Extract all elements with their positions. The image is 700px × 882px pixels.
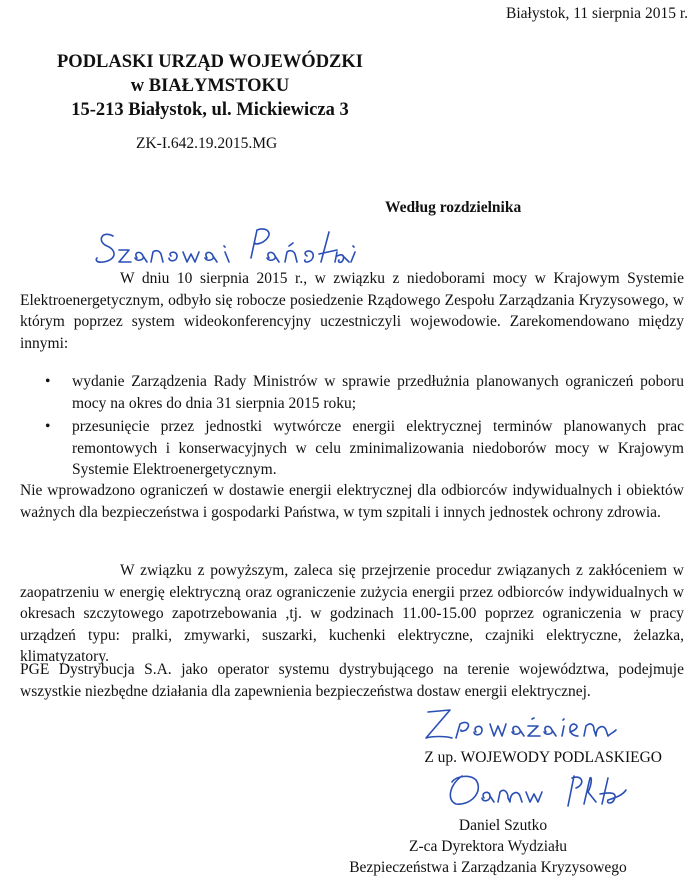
paragraph-recommendation: W związku z powyższym, zaleca się przejrzenie procedur związanych z zakłóceniem w zaopatrzeniu w energię elektryczną oraz ograniczenie zużycia energii przez odbiorców indywidualnych w okresach szczytowego zapotrzebowania ,tj. w godzinach 11.00-15.00 poprzez ograniczenia w pracy urządzeń typu: pralki, zmywarki, suszarki, kuchenki elektryczne, czajniki elektryczne, żelazka, klimatyzatory. [20, 562, 684, 665]
list-item [20, 371, 684, 414]
bullet-icon: • [45, 373, 51, 390]
paragraph-no-restrictions: Nie wprowadzono ograniczeń w dostawie energii elektrycznej dla odbiorców indywidualnych i obiektów ważnych dla bezpieczeństwa i gospodarki Państwa, w tym szpitali i innych jednostek ochrony zdrowia. [20, 482, 684, 521]
signer-block [338, 815, 638, 878]
office-city: w BIAŁYMSTOKU [130, 76, 290, 96]
list-item-text: wydanie Zarządzenia Rady Ministrów w sprawie przedłużnia planowanych ograniczeń poboru mocy na okres do dnia 31 sierpnia 2015 roku; [72, 373, 684, 412]
signer-title: Z-ca Dyrektora Wydziału [408, 838, 567, 855]
reference-number: ZK-I.642.19.2015.MG [136, 135, 278, 152]
signer-name: Daniel Szutko [458, 817, 548, 834]
office-address: 15-213 Białystok, ul. Mickiewicza 3 [71, 100, 349, 120]
paragraph-intro: W dniu 10 sierpnia 2015 r., w związku z niedoborami mocy w Krajowym Systemie Elektroenergetycznym, odbyło się robocze posiedzenie Rządowego Zespołu Zarządzania Kryzysowego, w którym poprzez system wideokonferencyjny uczestniczyli wojewodowie. Zarekomendowano między innymi: [20, 270, 684, 352]
distribution-note: Według rozdzielnika [385, 199, 522, 216]
list-item [20, 416, 684, 481]
office-header [0, 50, 420, 122]
bullet-icon: • [45, 418, 51, 435]
on-behalf-line: Z up. WOJEWODY PODLASKIEGO [424, 749, 662, 766]
place-date: Białystok, 11 sierpnia 2015 r. [506, 5, 688, 22]
signer-department: Bezpieczeństwa i Zarządzania Kryzysowego [349, 859, 627, 876]
office-name: PODLASKI URZĄD WOJEWÓDZKI [57, 52, 363, 72]
list-item-text: przesunięcie przez jednostki wytwórcze energii elektrycznej terminów planowanych prac remontowych i konserwacyjnych w celu zminimalizowania niedoborów mocy w Krajowym Systemie Elektroenergetycznym. [72, 418, 684, 478]
recommendation-list [20, 371, 684, 481]
handwritten-salutation [93, 216, 363, 271]
paragraph-operator: PGE Dystrybucja S.A. jako operator systemu dystrybującego na terenie województwa, podejmuje wszystkie niezbędne działania dla zapewnienia bezpieczeństwa dostaw energii elektrycznej. [20, 661, 684, 700]
handwritten-closing [420, 704, 620, 746]
handwritten-signature [440, 770, 640, 815]
